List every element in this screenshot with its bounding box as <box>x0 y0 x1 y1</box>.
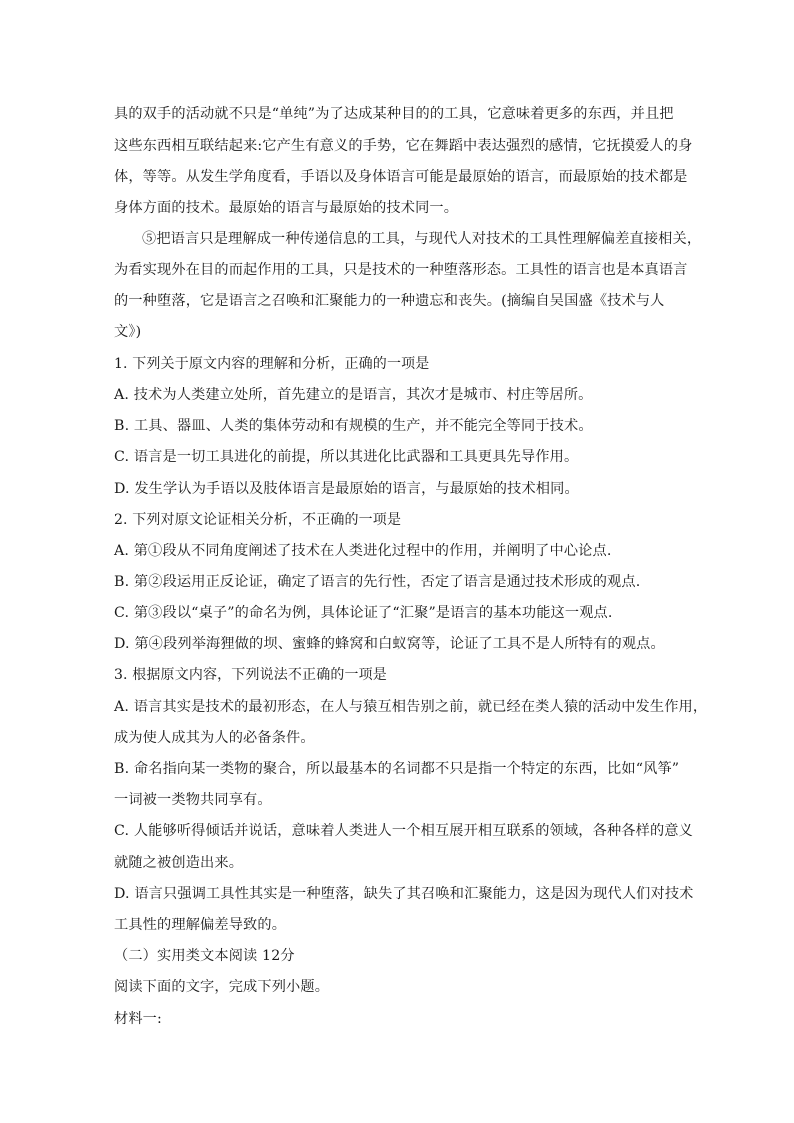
answer-option: D. 发生学认为手语以及肢体语言是最原始的语言，与最原始的技术相同。 <box>114 481 579 497</box>
answer-option: C. 人能够听得倾话并说话，意味着人类进人一个相互展开相互联系的领域，各种各样的意义 <box>114 823 693 839</box>
paragraph-line: ⑤把语言只是理解成一种传递信息的工具，与现代人对技术的工具性理解偏差直接相关， <box>142 231 702 247</box>
answer-option-continued: 一词被一类物共同享有。 <box>114 792 272 808</box>
material-label: 材料一: <box>114 1011 162 1027</box>
paragraph-line: 为看实现外在目的而起作用的工具，只是技术的一种堕落形态。工具性的语言也是本真语言 <box>114 262 688 278</box>
paragraph-line: 体，等等。从发生学角度看，手语以及身体语言可能是最原始的语言，而最原始的技术都是 <box>114 169 688 185</box>
instruction-text: 阅读下面的文字，完成下列小题。 <box>114 979 330 995</box>
answer-option: C. 第③段以“桌子”的命名为例，具体论证了“汇聚”是语言的基本功能这一观点. <box>114 605 613 621</box>
paragraph-line: 身体方面的技术。最原始的语言与最原始的技术同一。 <box>114 200 459 216</box>
question-stem: 2. 下列对原文论证相关分析，不正确的一项是 <box>114 512 402 528</box>
answer-option: B. 第②段运用正反论证，确定了语言的先行性，否定了语言是通过技术形成的观点. <box>114 574 641 590</box>
question-stem: 1. 下列关于原文内容的理解和分析，正确的一项是 <box>114 356 430 372</box>
answer-option: B. 工具、器皿、人类的集体劳动和有规模的生产，并不能完全等同于技术。 <box>114 418 593 434</box>
answer-option: D. 语言只强调工具性其实是一种堕落，缺失了其召唤和汇聚能力，这是因为现代人们对技术 <box>114 886 694 902</box>
answer-option: B. 命名指向某一类物的聚合，所以最基本的名词都不只是指一个特定的东西，比如“风筝” <box>114 761 680 777</box>
paragraph-line: 文》) <box>114 324 142 340</box>
answer-option-continued: 成为使人成其为人的必备条件。 <box>114 730 315 746</box>
paragraph-line: 这些东西相互联结起来:它产生有意义的手势，它在舞蹈中表达强烈的感情，它抚摸爱人的身 <box>114 138 693 154</box>
answer-option: A. 技术为人类建立处所，首先建立的是语言，其次才是城市、村庄等居所。 <box>114 387 593 403</box>
section-heading: （二）实用类文本阅读 12分 <box>114 948 295 964</box>
answer-option: C. 语言是一切工具进化的前提，所以其进化比武器和工具更具先导作用。 <box>114 449 579 465</box>
answer-option: A. 第①段从不同角度阐述了技术在人类进化过程中的作用，并阐明了中心论点. <box>114 543 612 559</box>
paragraph-line: 具的双手的活动就不只是“单纯”为了达成某种目的的工具，它意味着更多的东西，并且把 <box>114 106 674 122</box>
answer-option: A. 语言其实是技术的最初形态，在人与猿互相告别之前，就已经在类人猿的活动中发生作用， <box>114 699 708 715</box>
answer-option-continued: 工具性的理解偏差导致的。 <box>114 917 287 933</box>
paragraph-line: 的一种堕落，它是语言之召唤和汇聚能力的一种遗忘和丧失。(摘编自吴国盛《技术与人 <box>114 293 665 309</box>
answer-option: D. 第④段列举海狸做的坝、蜜蜂的蜂窝和白蚁窝等，论证了工具不是人所特有的观点。 <box>114 636 665 652</box>
answer-option-continued: 就随之被创造出来。 <box>114 855 244 871</box>
question-stem: 3. 根据原文内容，下列说法不正确的一项是 <box>114 667 387 683</box>
